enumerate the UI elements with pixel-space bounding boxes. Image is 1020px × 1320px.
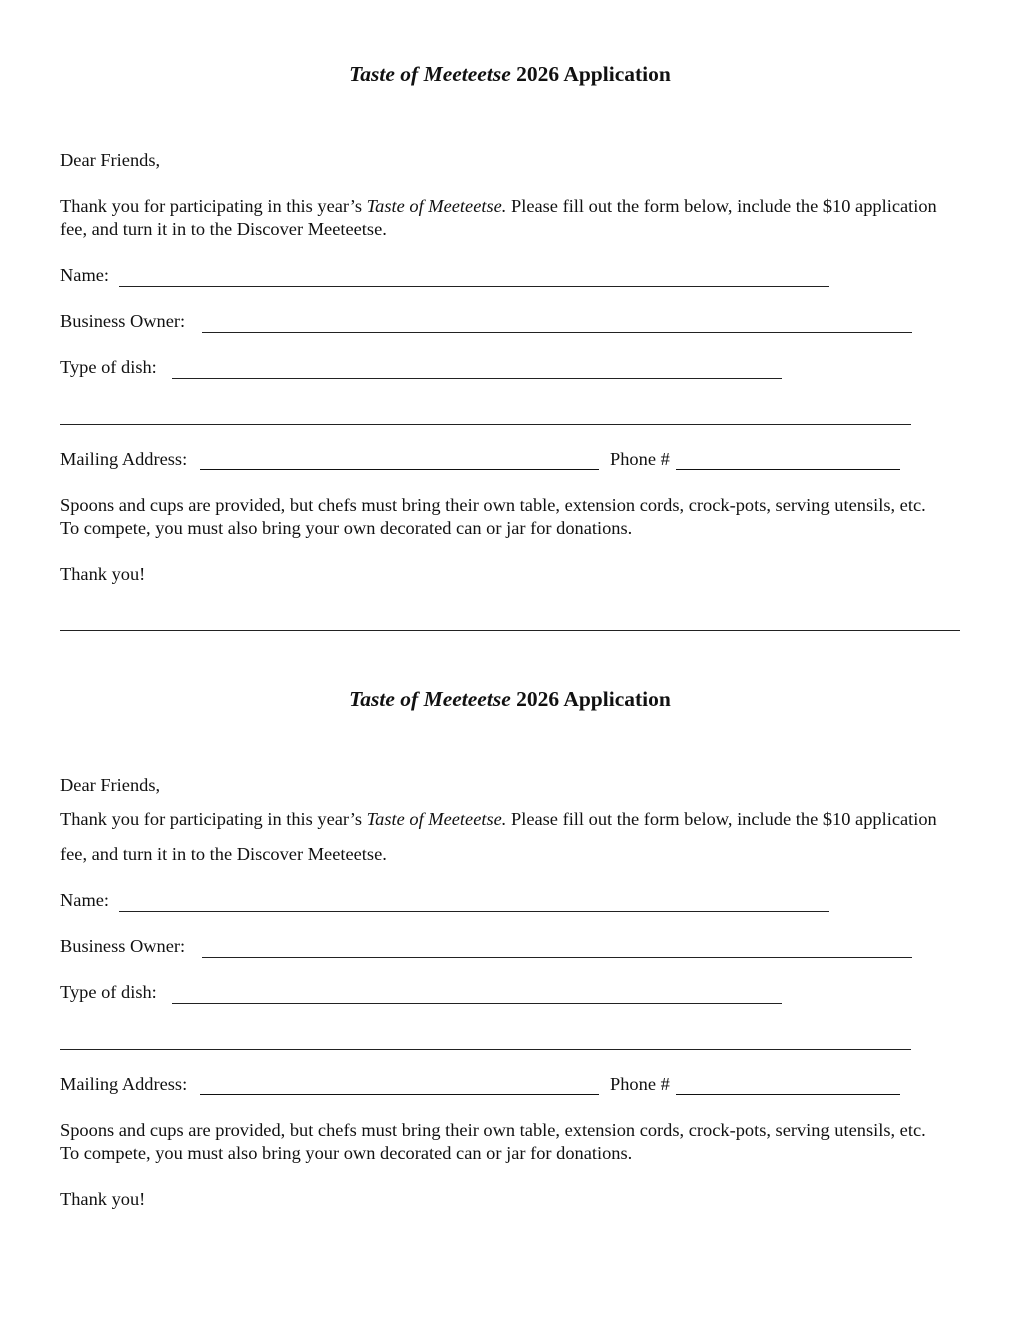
intro-event-name: Taste of Meeteetse. (366, 196, 507, 216)
notice-paragraph: Spoons and cups are provided, but chefs must bring their own table, extension cords, crock-pots, serving utensils, etc. To compete, you must also bring your own decorated can or jar for donations. (60, 1120, 926, 1163)
intro-after: Please fill out the form below, include the $10 application fee, and turn it in to the Discover Meeteetse. (60, 809, 937, 864)
intro-before: Thank you for participating in this year’s (60, 809, 367, 829)
mailing-address-label: Mailing Address: (60, 1074, 188, 1094)
title-suffix: 2026 Application (510, 687, 671, 711)
cut-divider (60, 630, 960, 631)
name-label: Name: (60, 890, 110, 910)
phone-field[interactable] (676, 469, 900, 470)
mailing-address-field[interactable] (200, 469, 599, 470)
business-owner-label: Business Owner: (60, 936, 186, 956)
type-of-dish-field[interactable] (172, 378, 782, 379)
closing: Thank you! (60, 564, 146, 584)
phone-label: Phone # (610, 1074, 670, 1094)
type-of-dish-label: Type of dish: (60, 982, 157, 1002)
phone-label: Phone # (610, 449, 670, 469)
business-owner-field[interactable] (202, 332, 912, 333)
intro-before: Thank you for participating in this year’s (60, 196, 367, 216)
business-owner-label: Business Owner: (60, 311, 186, 331)
form-title (0, 686, 1020, 712)
name-field[interactable] (119, 286, 829, 287)
intro-paragraph (60, 802, 940, 872)
closing: Thank you! (60, 1189, 146, 1209)
greeting: Dear Friends, (60, 150, 161, 170)
type-of-dish-label: Type of dish: (60, 357, 157, 377)
intro-after: Please fill out the form below, include the $10 application fee, and turn it in to the Discover Meeteetse. (60, 196, 937, 239)
event-name: Taste of Meeteetse (349, 687, 511, 711)
mailing-address-label: Mailing Address: (60, 449, 188, 469)
name-field[interactable] (119, 911, 829, 912)
name-label: Name: (60, 265, 110, 285)
event-name: Taste of Meeteetse (349, 62, 511, 86)
form-title (0, 61, 1020, 87)
extra-line-field[interactable] (60, 1049, 911, 1050)
greeting: Dear Friends, (60, 775, 161, 795)
business-owner-field[interactable] (202, 957, 912, 958)
notice-paragraph: Spoons and cups are provided, but chefs must bring their own table, extension cords, crock-pots, serving utensils, etc. To compete, you must also bring your own decorated can or jar for donations. (60, 495, 926, 538)
extra-line-field[interactable] (60, 424, 911, 425)
title-suffix: 2026 Application (510, 62, 671, 86)
mailing-address-field[interactable] (200, 1094, 599, 1095)
phone-field[interactable] (676, 1094, 900, 1095)
type-of-dish-field[interactable] (172, 1003, 782, 1004)
intro-paragraph (60, 195, 940, 241)
intro-event-name: Taste of Meeteetse. (366, 809, 507, 829)
